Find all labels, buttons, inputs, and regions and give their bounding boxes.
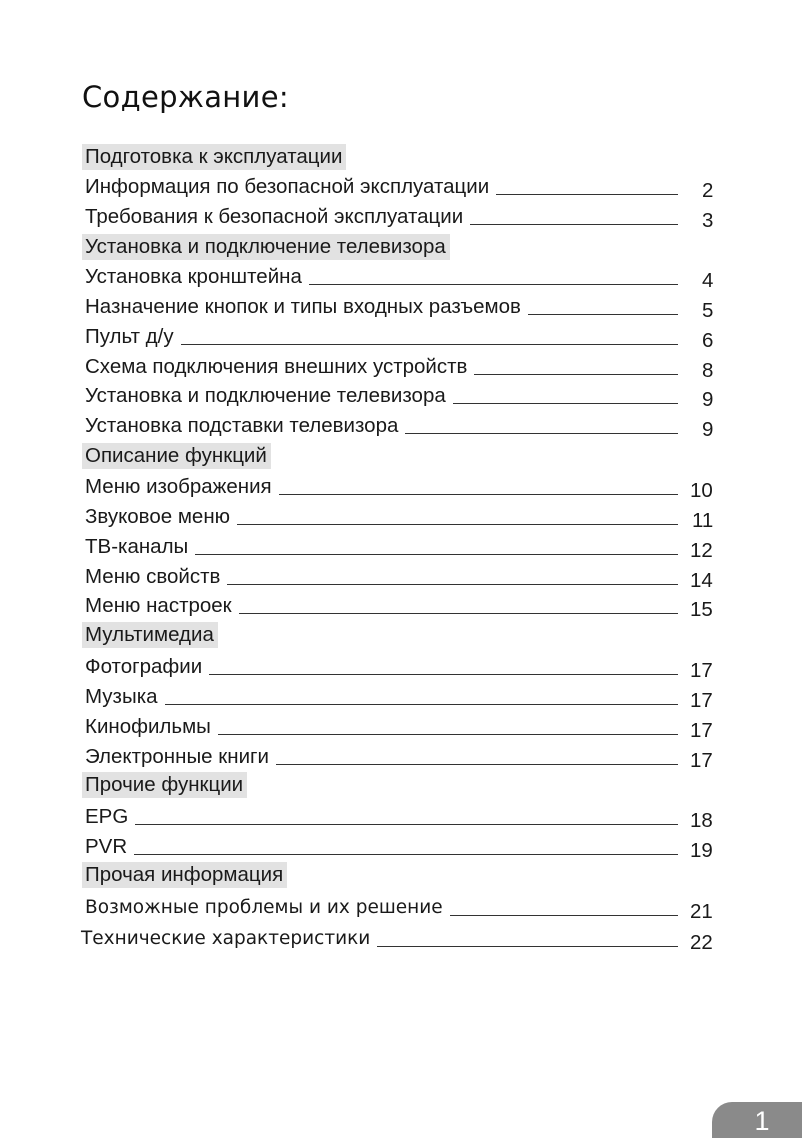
toc-entry-page: 2 xyxy=(702,179,714,202)
toc-entry-page: 19 xyxy=(690,839,713,862)
page-number-tab: 1 xyxy=(712,1102,802,1138)
toc-entry-label: EPG xyxy=(85,805,129,828)
toc-leader-line xyxy=(528,314,678,315)
toc-entry-page: 5 xyxy=(702,299,714,322)
toc-leader-line xyxy=(227,584,678,585)
toc-leader-line xyxy=(276,764,678,765)
toc-entry-page: 11 xyxy=(692,509,714,532)
toc-entry-label: PVR xyxy=(85,835,128,858)
toc-entry-label: Меню свойств xyxy=(85,565,221,588)
toc-entry-label: ТВ-каналы xyxy=(85,535,189,558)
section-heading: Установка и подключение телевизора xyxy=(82,234,450,260)
toc-entry-label: Установка кронштейна xyxy=(85,265,302,288)
toc-leader-line xyxy=(496,194,678,195)
toc-leader-line xyxy=(181,344,678,345)
toc-entry-page: 18 xyxy=(690,809,713,832)
toc-entry-page: 12 xyxy=(690,539,713,562)
toc-entry-label: Назначение кнопок и типы входных разъемов xyxy=(85,295,521,318)
toc-leader-line xyxy=(377,946,678,947)
page-title: Содержание: xyxy=(82,80,289,114)
toc-entry-page: 8 xyxy=(702,359,714,382)
toc-entry-label: Музыка xyxy=(85,685,158,708)
toc-entry-page: 10 xyxy=(690,479,713,502)
toc-entry-page: 9 xyxy=(702,388,714,411)
toc-entry-page: 17 xyxy=(690,749,713,772)
toc-leader-line xyxy=(218,734,678,735)
toc-entry-page: 9 xyxy=(702,418,714,441)
toc-entry-page: 3 xyxy=(702,209,714,232)
toc-entry-page: 21 xyxy=(690,900,713,923)
toc-leader-line xyxy=(474,374,678,375)
toc-entry-label: Установка и подключение телевизора xyxy=(85,384,446,407)
toc-entry-label: Установка подставки телевизора xyxy=(85,414,399,437)
toc-leader-line xyxy=(309,284,678,285)
toc-entry-page: 6 xyxy=(702,329,714,352)
toc-leader-line xyxy=(134,854,678,855)
toc-entry-label: Меню изображения xyxy=(85,475,272,498)
toc-entry-page: 17 xyxy=(690,719,713,742)
toc-entry-page: 17 xyxy=(690,659,713,682)
toc-leader-line xyxy=(405,433,678,434)
toc-entry-label: Электронные книги xyxy=(85,745,269,768)
toc-entry-label: Фотографии xyxy=(85,655,203,678)
toc-entry-label: Схема подключения внешних устройств xyxy=(85,355,468,378)
toc-entry-label: Технические характеристики xyxy=(81,928,371,949)
toc-entry-label: Пульт д/у xyxy=(85,325,174,348)
toc-entry-page: 4 xyxy=(702,269,714,292)
toc-leader-line xyxy=(135,824,678,825)
toc-entry-page: 15 xyxy=(690,598,713,621)
toc-leader-line xyxy=(279,494,678,495)
toc-leader-line xyxy=(453,403,678,404)
toc-entry-page: 17 xyxy=(690,689,713,712)
toc-entry-label: Информация по безопасной эксплуатации xyxy=(85,175,490,198)
toc-entry-label: Требования к безопасной эксплуатации xyxy=(85,205,464,228)
toc-entry-label: Возможные проблемы и их решение xyxy=(85,897,443,918)
toc-leader-line xyxy=(195,554,678,555)
section-heading: Прочая информация xyxy=(82,862,287,888)
section-heading: Мультимедиа xyxy=(82,622,218,648)
toc-leader-line xyxy=(470,224,678,225)
toc-leader-line xyxy=(450,915,678,916)
toc-entry-label: Кинофильмы xyxy=(85,715,211,738)
toc-entry-page: 22 xyxy=(690,931,713,954)
toc-leader-line xyxy=(237,524,678,525)
section-heading: Описание функций xyxy=(82,443,271,469)
toc-leader-line xyxy=(239,613,678,614)
toc-entry-label: Звуковое меню xyxy=(85,505,231,528)
section-heading: Подготовка к эксплуатации xyxy=(82,144,346,170)
toc-leader-line xyxy=(165,704,678,705)
toc-entry-page: 14 xyxy=(690,569,713,592)
toc-leader-line xyxy=(209,674,678,675)
toc-entry-label: Меню настроек xyxy=(85,594,232,617)
section-heading: Прочие функции xyxy=(82,772,247,798)
